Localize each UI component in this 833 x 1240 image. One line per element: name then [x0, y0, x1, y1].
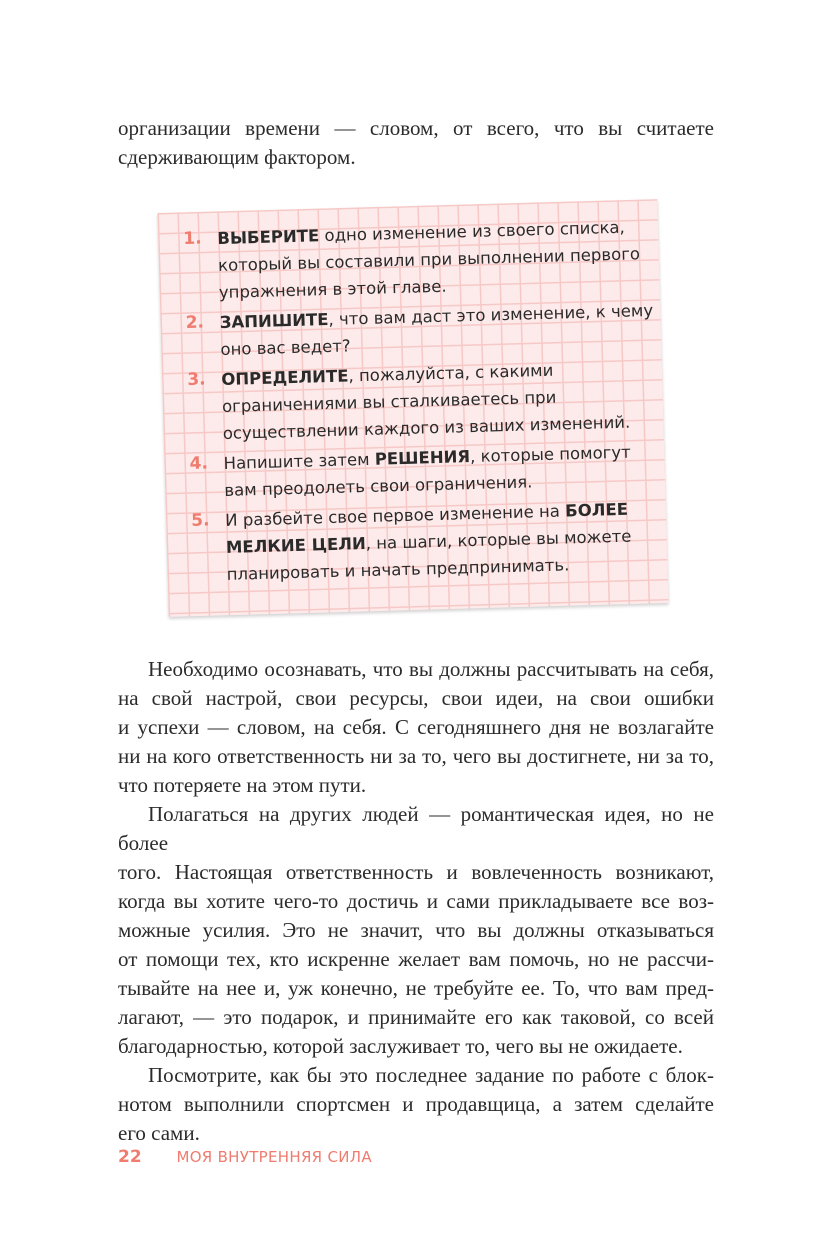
exercise-item-3	[187, 354, 659, 448]
item-number: 5.	[190, 510, 210, 531]
p1-line-5: что потеряете на этом пути.	[118, 773, 367, 797]
item-number: 3.	[187, 369, 206, 390]
item-text: , что вам даст это изменение, к чему оно вас ведет?	[220, 300, 654, 359]
page-footer	[118, 1147, 372, 1167]
p3-line-2: нотом выполнили спортсмен и продавщица, а затем сделайте	[118, 1092, 714, 1116]
item-keyword: БОЛЕЕ МЕЛКИЕ ЦЕЛИ	[225, 499, 629, 557]
item-text: , на шаги, которые вы можете планировать и начать предпринимать.	[226, 526, 632, 584]
p3-line-3: его сами.	[118, 1121, 200, 1145]
page-number: 22	[118, 1147, 142, 1167]
intro-line-1: организации времени — словом, от всего, что вы считаете	[118, 116, 714, 140]
item-prefix: Напишите затем	[223, 449, 376, 473]
item-number: 4.	[189, 453, 209, 474]
p2-line-8: благодарностью, которой заслуживает то, чего вы не ожидаете.	[118, 1034, 683, 1058]
exercise-item-5	[191, 495, 663, 589]
p1-line-3: и успехи — словом, на себя. С сегодняшнего дня не возлагайте	[118, 715, 714, 739]
p1-line-2: на свой настрой, свои ресурсы, свои идеи, на свои ошибки	[118, 686, 714, 710]
exercise-item-1	[183, 213, 655, 307]
item-keyword: ЗАПИШИТЕ	[219, 309, 329, 333]
intro-paragraph	[118, 114, 714, 172]
item-number: 2.	[185, 312, 205, 333]
p2-line-1: Полагаться на других людей — романтическая идея, но не более	[118, 802, 714, 855]
p2-line-2: того. Настоящая ответственность и вовлеченность возникают,	[118, 860, 714, 884]
item-keyword: РЕШЕНИЯ	[374, 447, 471, 469]
p2-line-5: от помощи тех, кто искренне желает вам помочь, но не рассчи-	[118, 947, 714, 971]
body-text	[118, 655, 714, 1148]
p2-line-7: лагают, — это подарок, и принимайте его как таковой, со всей	[118, 1005, 714, 1029]
p1-line-4: ни на кого ответственность ни за то, чего вы достигнете, ни за то,	[118, 744, 714, 768]
item-text: , пожалуйста, с какими ограничениями вы сталкиваетесь при осуществлении каждого из ваших изменений.	[221, 360, 631, 443]
p2-line-4: можные усилия. Это не значит, что вы должны отказываться	[118, 918, 714, 942]
item-prefix: И разбейте свое первое изменение на	[224, 501, 566, 530]
p1-line-1: Необходимо осознавать, что вы должны рассчитывать на себя,	[148, 657, 714, 681]
p3-line-1: Посмотрите, как бы это последнее задание по работе с блок-	[148, 1063, 714, 1087]
exercise-item-4	[189, 438, 660, 505]
running-title: МОЯ ВНУТРЕННЯЯ СИЛА	[176, 1148, 372, 1166]
item-number: 1.	[183, 228, 202, 249]
item-text: , которые помогут вам преодолеть свои ограничения.	[224, 442, 631, 500]
item-text: одно изменение из своего списка, который вы составили при выполнении первого упражнения в этой главе.	[217, 217, 641, 303]
paragraph-1	[118, 655, 714, 800]
intro-line-2: сдерживающим фактором.	[118, 145, 356, 169]
exercise-list	[183, 213, 663, 592]
paragraph-3	[118, 1061, 714, 1148]
paragraph-2	[118, 800, 714, 1061]
p2-line-3: когда вы хотите чего-то достичь и сами прикладываете все воз-	[118, 889, 714, 913]
item-keyword: ВЫБЕРИТЕ	[217, 226, 320, 249]
p2-line-6: тывайте на нее и, уж конечно, не требуйте ее. То, что вам пред-	[118, 976, 714, 1000]
item-keyword: ОПРЕДЕЛИТЕ	[221, 366, 349, 389]
exercise-item-2	[185, 297, 656, 364]
